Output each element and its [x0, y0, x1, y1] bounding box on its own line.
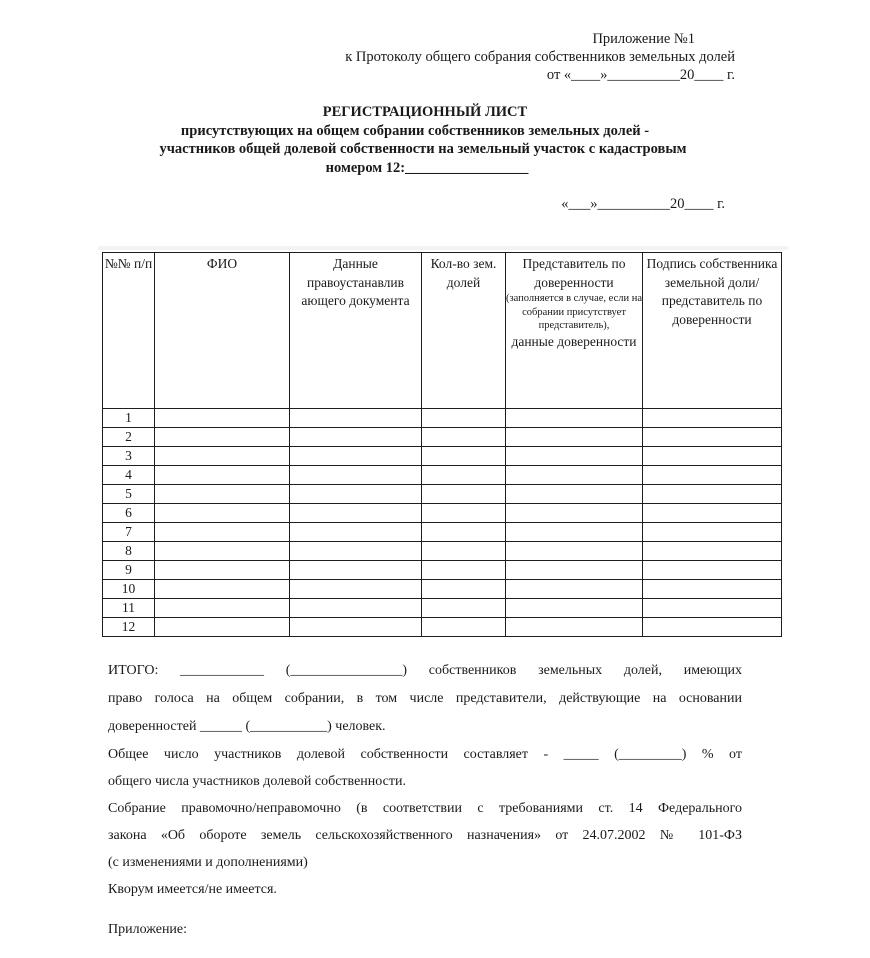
- row-share-count[interactable]: [422, 618, 506, 637]
- header-title-document: Данные правоустанавлив ающего документа: [290, 253, 422, 409]
- row-share-count[interactable]: [422, 428, 506, 447]
- table-row: [103, 542, 782, 561]
- table-row: [103, 599, 782, 618]
- row-proxy[interactable]: [506, 409, 643, 428]
- row-fio[interactable]: [155, 618, 290, 637]
- row-title-document[interactable]: [290, 466, 422, 485]
- row-signature[interactable]: [643, 485, 782, 504]
- table-row: [103, 428, 782, 447]
- row-proxy[interactable]: [506, 599, 643, 618]
- row-title-document[interactable]: [290, 618, 422, 637]
- participants-percent-text: Общее число участников долевой собственности составляет - _____ (_________) % от: [108, 747, 742, 762]
- row-fio[interactable]: [155, 542, 290, 561]
- header-number: №№ п/п: [103, 253, 155, 409]
- row-signature[interactable]: [643, 504, 782, 523]
- total-owners-text-cont: право голоса на общем собрании, в том числе представители, действующие на основании: [108, 691, 742, 706]
- law-reference-text: закона «Об обороте земель сельскохозяйственного назначения» от 24.07.2002 № 101-ФЗ: [108, 828, 742, 843]
- table-row: [103, 618, 782, 637]
- row-title-document[interactable]: [290, 428, 422, 447]
- row-signature[interactable]: [643, 599, 782, 618]
- row-signature[interactable]: [643, 466, 782, 485]
- row-signature[interactable]: [643, 447, 782, 466]
- row-signature[interactable]: [643, 409, 782, 428]
- table-row: [103, 561, 782, 580]
- table-row: [103, 466, 782, 485]
- row-proxy[interactable]: [506, 523, 643, 542]
- proxies-count-text: доверенностей ______ (___________) человек.: [108, 719, 386, 734]
- cadastral-number-line: номером 12:_________________: [325, 160, 529, 176]
- row-fio[interactable]: [155, 409, 290, 428]
- row-proxy[interactable]: [506, 485, 643, 504]
- row-signature[interactable]: [643, 523, 782, 542]
- row-number: 7: [103, 523, 155, 542]
- row-fio[interactable]: [155, 504, 290, 523]
- row-share-count[interactable]: [422, 561, 506, 580]
- row-fio[interactable]: [155, 580, 290, 599]
- row-proxy[interactable]: [506, 580, 643, 599]
- header-share-count: Кол-во зем. долей: [422, 253, 506, 409]
- row-title-document[interactable]: [290, 485, 422, 504]
- row-number: 1: [103, 409, 155, 428]
- legitimacy-text: Собрание правомочно/неправомочно (в соответствии с требованиями ст. 14 Федерального: [108, 801, 742, 816]
- attachment-label: Приложение:: [108, 922, 188, 937]
- header-proxy-note: (заполняется в случае, если на собрании присутствует представитель),: [506, 293, 643, 331]
- row-share-count[interactable]: [422, 580, 506, 599]
- law-amendments-text: (с изменениями и дополнениями): [108, 855, 308, 870]
- participants-percent-text-cont: общего числа участников долевой собственности.: [108, 774, 406, 789]
- header-fio: ФИО: [155, 253, 290, 409]
- row-title-document[interactable]: [290, 580, 422, 599]
- row-number: 4: [103, 466, 155, 485]
- row-number: 3: [103, 447, 155, 466]
- row-signature[interactable]: [643, 580, 782, 599]
- row-share-count[interactable]: [422, 504, 506, 523]
- total-owners-text: ИТОГО: ____________ (________________) собственников земельных долей, имеющих: [108, 663, 742, 678]
- row-title-document[interactable]: [290, 599, 422, 618]
- row-signature[interactable]: [643, 561, 782, 580]
- appendix-protocol-ref: к Протоколу общего собрания собственников земельных долей: [345, 49, 735, 65]
- row-proxy[interactable]: [506, 504, 643, 523]
- row-proxy[interactable]: [506, 618, 643, 637]
- header-signature: Подпись собственника земельной доли/ представитель по доверенности: [643, 253, 782, 409]
- row-share-count[interactable]: [422, 523, 506, 542]
- document-subtitle-line-2: участников общей долевой собственности на земельный участок с кадастровым: [159, 141, 687, 157]
- row-title-document[interactable]: [290, 447, 422, 466]
- row-number: 2: [103, 428, 155, 447]
- row-share-count[interactable]: [422, 485, 506, 504]
- row-signature[interactable]: [643, 618, 782, 637]
- row-proxy[interactable]: [506, 466, 643, 485]
- row-title-document[interactable]: [290, 523, 422, 542]
- row-share-count[interactable]: [422, 542, 506, 561]
- row-share-count[interactable]: [422, 447, 506, 466]
- meeting-date-line: «___»__________20____ г.: [561, 196, 725, 212]
- row-proxy[interactable]: [506, 561, 643, 580]
- row-number: 10: [103, 580, 155, 599]
- row-fio[interactable]: [155, 447, 290, 466]
- row-title-document[interactable]: [290, 409, 422, 428]
- row-signature[interactable]: [643, 542, 782, 561]
- row-number: 5: [103, 485, 155, 504]
- row-fio[interactable]: [155, 428, 290, 447]
- row-number: 8: [103, 542, 155, 561]
- table-row: [103, 409, 782, 428]
- document-subtitle-line-1: присутствующих на общем собрании собственников земельных долей -: [180, 123, 650, 139]
- header-proxy: Представитель по доверенности (заполняется в случае, если на собрании присутствует представитель), данные доверенности: [506, 253, 643, 409]
- document-title: РЕГИСТРАЦИОННЫЙ ЛИСТ: [322, 104, 528, 120]
- row-share-count[interactable]: [422, 409, 506, 428]
- row-proxy[interactable]: [506, 542, 643, 561]
- row-proxy[interactable]: [506, 428, 643, 447]
- table-top-shade: [98, 246, 788, 250]
- appendix-date: от «____»__________20____ г.: [546, 67, 735, 83]
- appendix-number: Приложение №1: [592, 31, 695, 47]
- row-signature[interactable]: [643, 428, 782, 447]
- table-header-row: [103, 253, 782, 409]
- registration-table: [102, 252, 782, 637]
- row-proxy[interactable]: [506, 447, 643, 466]
- row-title-document[interactable]: [290, 542, 422, 561]
- row-number: 11: [103, 599, 155, 618]
- row-fio[interactable]: [155, 466, 290, 485]
- row-number: 6: [103, 504, 155, 523]
- quorum-text: Кворум имеется/не имеется.: [108, 882, 277, 897]
- row-fio[interactable]: [155, 485, 290, 504]
- row-title-document[interactable]: [290, 504, 422, 523]
- row-fio[interactable]: [155, 561, 290, 580]
- table-row: [103, 523, 782, 542]
- row-fio[interactable]: [155, 523, 290, 542]
- row-share-count[interactable]: [422, 599, 506, 618]
- row-share-count[interactable]: [422, 466, 506, 485]
- row-title-document[interactable]: [290, 561, 422, 580]
- row-number: 9: [103, 561, 155, 580]
- table-row: [103, 580, 782, 599]
- table-row: [103, 504, 782, 523]
- table-row: [103, 447, 782, 466]
- table-row: [103, 485, 782, 504]
- row-number: 12: [103, 618, 155, 637]
- row-fio[interactable]: [155, 599, 290, 618]
